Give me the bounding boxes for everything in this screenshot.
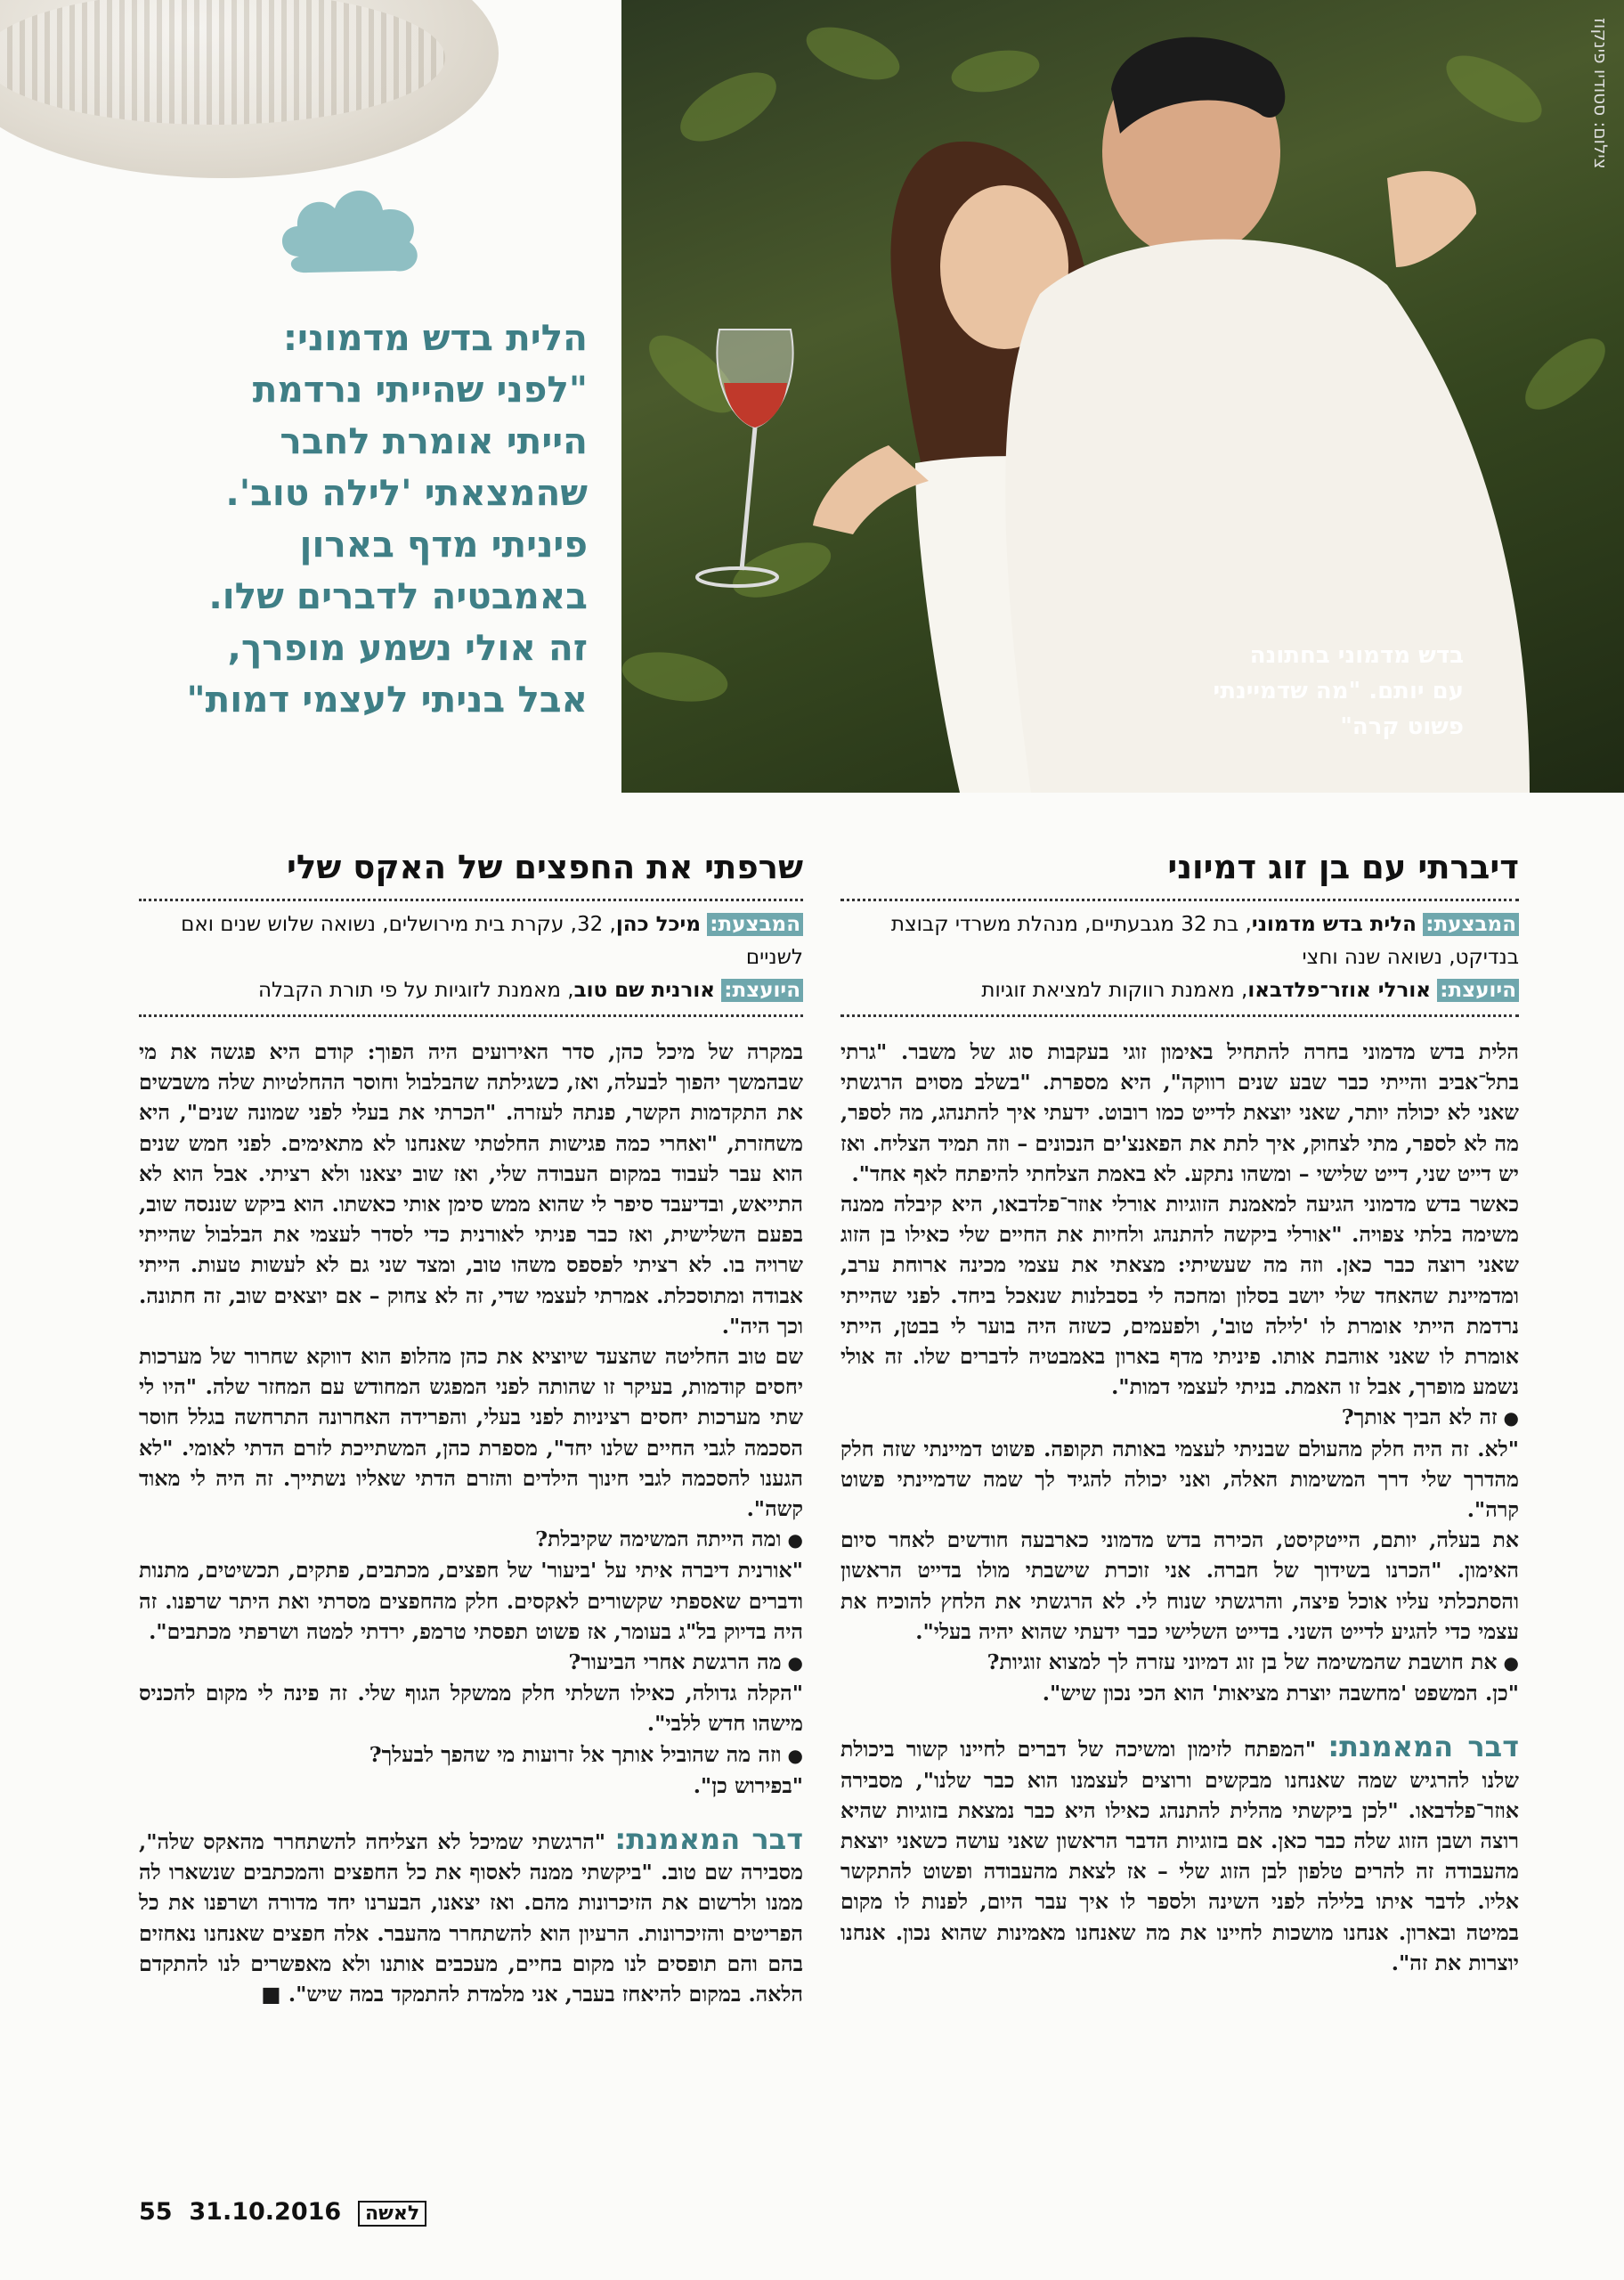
caption-line: פשוט קרה" — [1340, 713, 1464, 740]
page-footer — [139, 2198, 426, 2226]
left-article-meta — [139, 908, 803, 1007]
pull-quote-line: שהמצאתי 'לילה טוב'. — [225, 471, 588, 514]
pull-quote-line: הייתי אומרת לחבר — [280, 419, 588, 462]
advisor-label: היועצת: — [1437, 979, 1519, 1002]
page-number: 55 — [139, 2198, 173, 2226]
answer: "בפירוש כן". — [693, 1772, 803, 1798]
body-paragraph: במקרה של מיכל כהן, סדר האירועים היה הפוך: קודם היא פגשה את מי שבהמשך יהפוך לבעלה, ואז, כשגילתה שהבלבול וחוסר ההחלטיות שלה משבשים את התקדמות הקשר, פנתה לעזרה. "הכרתי את בעלי לפני שמונה שנים", היא משחזרת, "ואחרי כמה פגישות החלטתי שאנחנו לא מתאימים. לפני חמש שנים הוא עבר לעבוד במקום העבודה שלי, ואז שוב יצאנו ולא רציתי. אבל הוא לא התייאש, ובדיעבד סיפר לי שהוא ממש סימן אותי כאשתו. הוא ביקש שננסה שוב, בפעם השלישית, ואז כבר פניתי לאורנית כדי לסדר לעצמי את הבלבול שהייתי שרויה בו. לא רציתי לפספס משהו טוב, ומצד שני גם לא לעשות טעות. הייתי אבודה ומתוסכלת. אמרתי לעצמי שדי, זה לא צחוק – אם יוצאים שוב, זה חתונה. וכך היה". — [139, 1039, 803, 1339]
advisor-label: היועצת: — [721, 979, 803, 1002]
cloud-icon — [272, 175, 429, 283]
right-article-title: דיברתי עם בן זוג דמיוני — [1167, 848, 1519, 886]
cushion-photo — [0, 0, 499, 178]
pull-quote-line: "לפני שהייתי נרדמת — [252, 368, 588, 411]
answer: "לא. זה היה חלק מהעולם שבניתי לעצמי באותה תקופה. פשוט דמיינתי שזה חלק מהדרך שלי דרך המשימות האלה, ואני יכולה להגיד לך שמה שדמיינתי פשוט קרה". — [840, 1436, 1519, 1523]
body-paragraph: הלית בדש מדמוני בחרה להתחיל באימון זוגי בעקבות סוג של משבר. "גרתי בתל־אביב והייתי כבר שבע שנים רווקה", היא מספרת. "בשלב מסוים הרגשתי שאני לא יכולה יותר, שאני יוצאת לדייט כמו רובוט. ידעתי איך להתנהג, מה לספר, מה לא לספר, מתי לצחוק, איך לתת את הפאנצ'ים הנכונים – וזה תמיד הצליח. ואז יש דייט שני, דייט שלישי – ומשהו נתקע. לא באמת הצלחתי להיפתח לאף אחד". — [840, 1039, 1519, 1186]
advisor-name: אורנית שם טוב — [573, 979, 715, 1002]
pull-quote-line: אבל בניתי לעצמי דמות" — [186, 678, 588, 721]
question: זה לא הביך אותך? — [1341, 1405, 1498, 1430]
bullet-icon: ● — [781, 1652, 803, 1674]
right-advice — [840, 1731, 1519, 1978]
advice-text: "המפתח לזימון ומשיכה של דברים לחיינו קשור ביכולת שלנו להרגיש שמה שאנחנו מבקשים ורוצים לעצמנו הוא כבר שלנו", מסבירה אוזר־פלדבאו. "לכן ביקשתי מהלית להתנהג כאילו היא כבר נמצאת בזוגיות שהיא רוצה ושבן הזוג שלה כבר כאן. אם בזוגיות הדבר הראשון שאני עושה כשאני יוצאת מהעבודה זה להרים טלפון לבן הזוג שלי – אז לצאת מהעבודה ופשוט להתקשר אליו. לדבר איתו בלילה לפני השינה ולספר לו איך עבר היום, לפנות לו מקום במיטה ובארון. אנחנו מושכות לחיינו את מה שאנחנו מאמינות שהוא נכון. אנחנו יוצרות את זה". — [840, 1737, 1519, 1975]
photo-caption — [1214, 638, 1464, 745]
bullet-icon: ● — [1497, 1652, 1519, 1674]
left-article-body — [139, 1037, 803, 1801]
divider — [840, 1014, 1519, 1017]
left-advice — [139, 1824, 803, 2009]
pull-quote-line: באמבטיה לדברים שלו. — [208, 574, 588, 617]
performer-desc: , בת 32 מגבעתיים, מנהלת משרדי קבוצת בנדיקט, נשואה שנה וחצי — [890, 913, 1519, 969]
body-paragraph: את בעלה, יותם, הייטקיסט, הכירה בדש מדמוני כארבעה חודשים לאחר סיום האימון. "הכרנו בשידוך של חברה. אני זוכרת שישבתי מולו בדייט הראשון והסתכלתי עליו אוכל פיצה, והרגשתי שנוח לי. לא הרגשתי את הלחץ להוכיח את עצמי כדי להגיע לדייט השני. בדייט השלישי כבר ידעתי שהוא יהיה בעלי". — [840, 1527, 1519, 1644]
performer-label: המבצעת: — [707, 913, 803, 936]
magazine-logo: לאשה — [358, 2201, 426, 2227]
divider — [139, 899, 803, 901]
pull-quote — [36, 312, 588, 725]
advisor-desc: , מאמנת לזוגיות על פי תורת הקבלה — [257, 979, 574, 1002]
body-paragraph: שם טוב החליטה שהצעד שיוציא את כהן מהלופ הוא דווקא שחרור של מערכות יחסים קודמות, בעיקר זו שהותה לפני המפגש המחודש עם המחזר שלה. "היו לי שתי מערכות יחסים רציניות לפני בעלי, והפרידה האחרונה התרחשה בגלל חוסר הסכמה לגבי החיים שלנו יחד", מספרת כהן, המשתייכת לזרם הדתי לאומי. "לא הגענו להסכמה לגבי חינוך הילדים והזרם הדתי שאליו נשתייך. זה היה לי מאוד קשה". — [139, 1344, 803, 1522]
bullet-icon: ● — [1497, 1407, 1519, 1429]
answer: "כן. המשפט 'מחשבה יוצרת מציאות' הוא הכי נכון שיש". — [1042, 1681, 1519, 1706]
question: מה הרגשת אחרי הביעור? — [568, 1649, 782, 1675]
divider — [840, 899, 1519, 901]
left-article-title: שרפתי את החפצים של האקס שלי — [287, 848, 803, 886]
divider — [139, 1014, 803, 1017]
question: ומה הייתה המשימה שקיבלת? — [535, 1527, 782, 1552]
bullet-icon: ● — [781, 1744, 803, 1766]
left-article — [139, 848, 803, 2009]
performer-name: מיכל כהן — [615, 913, 701, 936]
body-paragraph: כאשר בדש מדמוני הגיעה למאמנת הזוגיות אורלי אוזר־פלדבאו, היא קיבלה ממנה משימה בלתי צפויה. "אורלי ביקשה להתנהג ולחיות את החיים שלי כאילו בן הזוג שאני רוצה כבר כאן. וזה מה שעשיתי: מצאתי את עצמי מכינה ארוחת ערב, ומדמיינת שהאחד שלי יושב בסלון ומחכה לי בסבלנות שנאכל ביחד. לפני שהייתי נרדמת הייתי אומרת לו 'לילה טוב', ולפעמים, כשזה היה בוער לי בבטן, הייתי אומרת לו שאני אוהבת אותו. פיניתי מדף בארון באמבטיה לדברים שלו. זה אולי נשמע מופרך, אבל זו האמת. בניתי לעצמי דמות". — [840, 1192, 1519, 1400]
issue-date: 31.10.2016 — [189, 2198, 342, 2226]
right-article-meta — [840, 908, 1519, 1007]
right-article — [840, 848, 1519, 1978]
couple-illustration — [621, 0, 1624, 793]
advice-title: דבר המאמנת: — [614, 1822, 803, 1857]
performer-label: המבצעת: — [1423, 913, 1519, 936]
advice-title: דבר המאמנת: — [1328, 1730, 1520, 1764]
advisor-name: אורלי אוזר־פלדבאו — [1247, 979, 1431, 1002]
end-mark-icon: ■ — [261, 1982, 281, 2007]
advisor-desc: , מאמנת רווקות למציאת זוגיות — [981, 979, 1248, 1002]
question: את חושבת שהמשימה של בן זוג דמיוני עזרה לך למצוא זוגיות? — [987, 1649, 1498, 1675]
pull-quote-line: זה אולי נשמע מופרך, — [227, 626, 588, 669]
right-article-body — [840, 1037, 1519, 1708]
pull-quote-line: פיניתי מדף בארון — [299, 523, 588, 566]
answer: "אורנית דיברה איתי על 'ביעור' של חפצים, מכתבים, פתקים, תכשיטים, מתנות ודברים שאספתי שקשורים לאקסים. חלק מהחפצים מסרתי ואת היתר שרפנו. זה היה בדיוק בל"ג בעומר, אז פשוט תפסתי טרמפ, ירדתי למטה ושרפתי מכתבים". — [139, 1558, 803, 1644]
caption-line: בדש מדמוני בחתונה — [1249, 642, 1464, 669]
answer: "הקלה גדולה, כאילו השלתי חלק ממשקל הגוף שלי. זה פינה לי מקום להכניס מישהו חדש ללבי". — [139, 1681, 803, 1737]
bullet-icon: ● — [781, 1529, 803, 1551]
photo-credit: צילום: סטודיו פינקוז — [1590, 18, 1612, 169]
pull-quote-line: הלית בדש מדמוני: — [282, 316, 588, 359]
couple-photo — [621, 0, 1624, 793]
performer-desc: , 32, עקרת בית מירושלים, נשואה שלוש שנים ואם לשניים — [181, 913, 803, 969]
advice-text: "הרגשתי שמיכל לא הצליחה להשתחרר מהאקס שלה", מסבירה שם טוב. "ביקשתי ממנה לאסוף את כל החפצים והמכתבים שנשארו לה ממנו ולרשום את הזיכרונות מהם. ואז יצאנו, הבערנו יחד מדורה ושרפנו את כל הפריטים והזיכרונות. הרעיון הוא להשתחרר מהעבר. אלה חפצים שאנחנו נאחזים בהם והם תופסים לנו מקום בחיים, מעכבים אותנו ולא מאפשרים לנו להתקדם הלאה. במקום להיאחז בעבר, אני מלמדת להתמקד במה שיש". — [139, 1829, 803, 2007]
caption-line: עם יותם. "מה שדמיינתי — [1213, 678, 1464, 704]
performer-name: הלית בדש מדמוני — [1251, 913, 1417, 936]
question: וזה מה שהוביל אותך אל זרועות מי שהפך לבעלך? — [369, 1741, 782, 1767]
